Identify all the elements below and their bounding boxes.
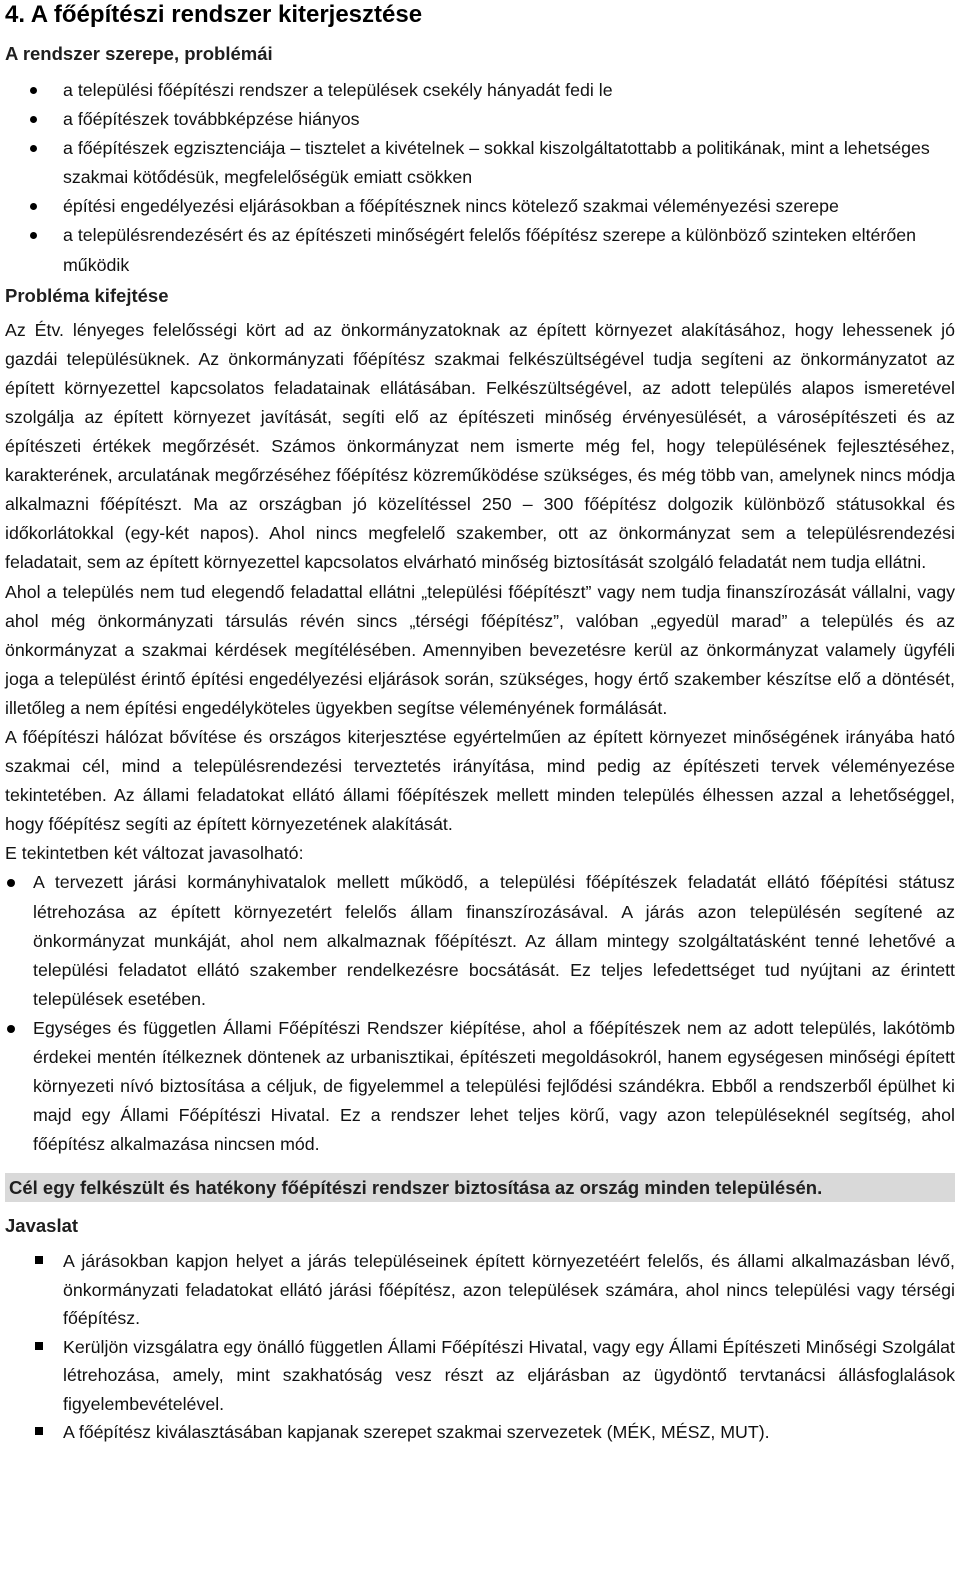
list-item: Kerüljön vizsgálatra egy önálló független Állami Főépítészi Hivatal, vagy egy Állami Építészeti Minőségi Szolgálat létrehozása, amely, mint szakhatóság vesz részt az eljárásban az ügydöntő tervtanácsi állásfoglalások figyelembevételével. <box>5 1333 955 1419</box>
paragraph: E tekintetben két változat javasolható: <box>5 843 304 864</box>
body-text <box>5 316 955 869</box>
list-item: a főépítészek egzisztenciája – tisztelet a kivételnek – sokkal kiszolgáltatottabb a politikának, mint a lehetséges szakmai kötődésük, megfelelőségük emiatt csökken <box>5 134 955 192</box>
paragraph: Az Étv. lényeges felelősségi kört ad az önkormányzatoknak az épített környezet alakításához, hogy lehessenek jó gazdái településüknek. Az önkormányzati főépítész szakmai felkészültségével tudja segíteni az önkormányzatot az épített környezettel kapcsolatos feladatainak ellátásában. Felkészültségével, az adott település alapos ismeretével szolgálja az épített környezet javítását, segíti elő az építészeti minőség érvényesülését, a városépítészeti és az építészeti értékek megőrzését. Számos önkormányzat nem ismerte még fel, hogy településének fejlesztéséhez, karakterének, arculatának megőrzéséhez főépítész közreműködése szükséges, és még több van, amelynek nincs módja alkalmazni főépítészt. Ma az országban jó közelítéssel 250 – 300 főépítész dolgozik különböző státusokkal és időkorlátokkal (egy-két napos). Ahol nincs megfelelő szakember, ott az önkormányzat sem a településrendezési feladatait, sem az épített környezettel kapcsolatos elvárható minőség biztosítását szolgáló feladatát nem tudja ellátni. <box>5 319 955 573</box>
list-item: A főépítész kiválasztásában kapjanak szerepet szakmai szervezetek (MÉK, MÉSZ, MUT). <box>5 1418 955 1447</box>
option-bullet-list <box>5 868 955 1159</box>
problem-bullet-list <box>5 76 955 280</box>
list-item: a főépítészek továbbképzése hiányos <box>5 105 955 134</box>
list-item: Egységes és független Állami Főépítészi Rendszer kiépítése, ahol a főépítészek nem az adott település, lakótömb érdekei mentén ítélkeznek döntenek az urbanisztikai, építészeti megoldásokról, hanem egységesen minőségi épített környezeti nívó biztosítása a céljuk, de figyelemmel a települési fejlődési szándékra. Ebből a rendszerből épülhet ki majd egy Állami Főépítészi Hivatal. Ez a rendszer lehet teljes körű, vagy azon településeknél segítség, ahol főépítész alkalmazása nincsen mód. <box>5 1014 955 1159</box>
section-heading-role: A rendszer szerepe, problémái <box>5 43 273 64</box>
section-heading-proposal: Javaslat <box>5 1215 79 1237</box>
page-title: 4. A főépítészi rendszer kiterjesztése <box>5 1 423 28</box>
paragraph: A főépítészi hálózat bővítése és országos kiterjesztése egyértelműen az épített környezet minőségének irányába ható szakmai cél, mind a településrendezési terveztetés irányítása, mind pedig az építészeti tervek véleményezése tekintetében. Az állami feladatokat ellátó állami főépítészek mellett minden település élhessen azzal a lehetőséggel, hogy főépítész segíti az épített környezetének alakítását. <box>5 726 955 835</box>
paragraph: Ahol a település nem tud elegendő feladattal ellátni „települési főépítészt” vagy nem tudja finanszírozását vállalni, vagy ahol még önkormányzati társulás révén sincs „térségi főépítész”, valóban „egyedül marad” a település és az önkormányzat a szakmai kérdések megítélésében. Amennyiben bevezetésre kerül az önkormányzat valamely ügyféli joga a települést érintő építési engedélyezési eljárások során, szükséges, hogy értő szakember készítse elő a döntését, illetőleg a nem építési engedélyköteles ügyekben segítse véleményének formálását. <box>5 581 955 718</box>
list-item: építési engedélyezési eljárásokban a főépítésznek nincs kötelező szakmai véleményezési szerepe <box>5 192 955 221</box>
section-heading-problem: Probléma kifejtése <box>5 284 169 306</box>
list-item: a települési főépítészi rendszer a települések csekély hányadát fedi le <box>5 76 955 105</box>
list-item: a településrendezésért és az építészeti minőségért felelős főépítész szerepe a különböző szinteken eltérően működik <box>5 221 955 279</box>
list-item: A tervezett járási kormányhivatalok mellett működő, a települési főépítészek feladatát ellátó főépítési státusz létrehozása az épített környezetért felelős állam finanszírozásával. A járás azon településén segítené az önkormányzat munkáját, ahol nem alkalmaznak főépítészt. Az állam mintegy szolgáltatásként tenné lehetővé a települési feladatot ellátó szakember rendelkezésre bocsátását. Ez teljes lefedettséget tud nyújtani az érintett települések esetében. <box>5 868 955 1013</box>
proposal-list <box>5 1247 955 1447</box>
goal-banner: Cél egy felkészült és hatékony főépítészi rendszer biztosítása az ország minden településén. <box>5 1173 955 1202</box>
list-item: A járásokban kapjon helyet a járás településeinek épített környezetéért felelős, és állami alkalmazásban lévő, önkormányzati feladatokat ellátó járási főépítész, azon települések számára, ahol nincs települési vagy térségi főépítész. <box>5 1247 955 1333</box>
